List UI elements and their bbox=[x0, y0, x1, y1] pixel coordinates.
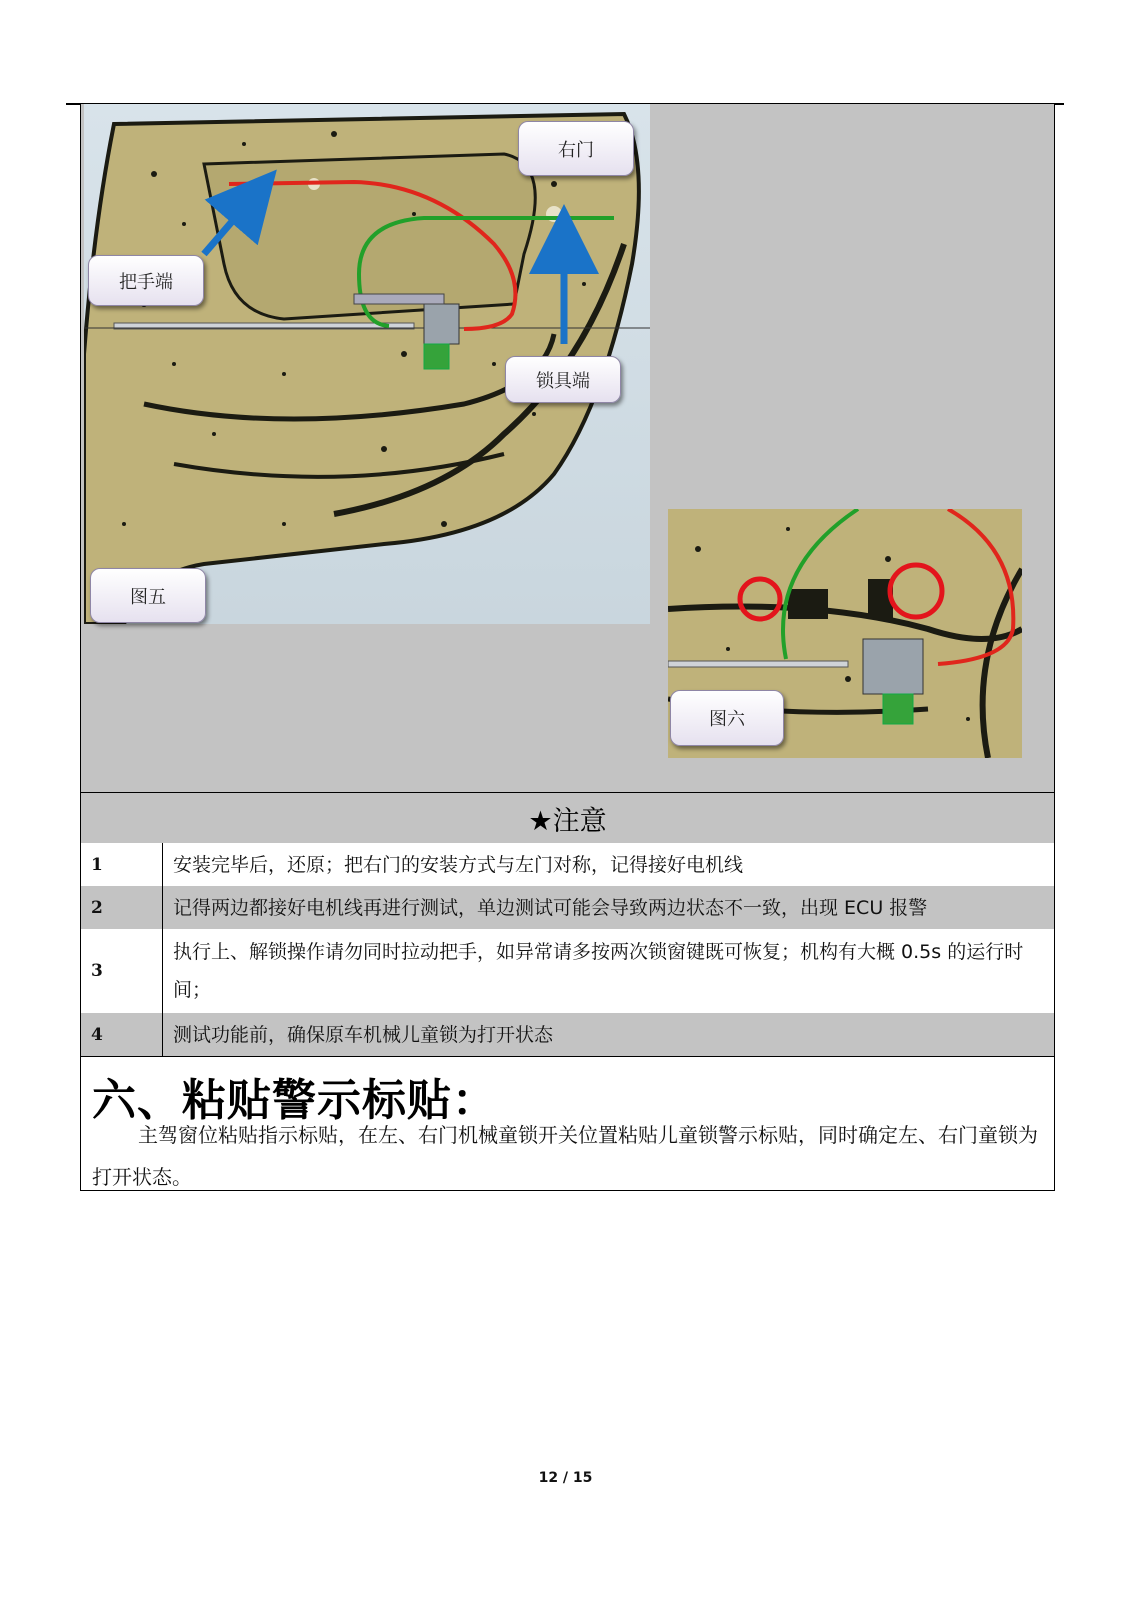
figure-5-caption: 图五 bbox=[90, 568, 206, 623]
notice-row-4 bbox=[80, 1013, 1055, 1057]
notice-row-number: 2 bbox=[81, 886, 163, 929]
figure-6-caption: 图六 bbox=[670, 690, 784, 746]
notice-row-text: 测试功能前，确保原车机械儿童锁为打开状态 bbox=[173, 1024, 554, 1046]
notice-row-text: 执行上、解锁操作请勿同时拉动把手，如异常请多按两次锁窗键既可恢复；机构有大概 0.5s 的运行时间； bbox=[173, 941, 1024, 1001]
callout-handle-end: 把手端 bbox=[88, 255, 204, 306]
callout-lock-end: 锁具端 bbox=[505, 356, 621, 403]
notice-row-number: 4 bbox=[81, 1013, 163, 1056]
page-number: 12 / 15 bbox=[538, 1470, 593, 1486]
notice-row-text: 记得两边都接好电机线再进行测试，单边测试可能会导致两边状态不一致，出现 ECU 报警 bbox=[173, 897, 928, 919]
notice-row-number: 1 bbox=[81, 843, 163, 886]
notice-row-3 bbox=[80, 929, 1055, 1014]
section-paragraph: 主驾窗位粘贴指示标贴，在左、右门机械童锁开关位置粘贴儿童锁警示标贴，同时确定左、右门童锁为打开状态。 bbox=[92, 1123, 1038, 1189]
callout-right-door: 右门 bbox=[518, 121, 634, 176]
notice-row-2 bbox=[80, 886, 1055, 930]
notice-header: ★注意 bbox=[80, 792, 1055, 844]
notice-row-1 bbox=[80, 843, 1055, 887]
section-title: 六、粘贴警示标贴： bbox=[92, 1075, 497, 1126]
notice-row-number: 3 bbox=[81, 929, 163, 1013]
notice-row-text: 安装完毕后，还原；把右门的安装方式与左门对称，记得接好电机线 bbox=[173, 854, 744, 876]
